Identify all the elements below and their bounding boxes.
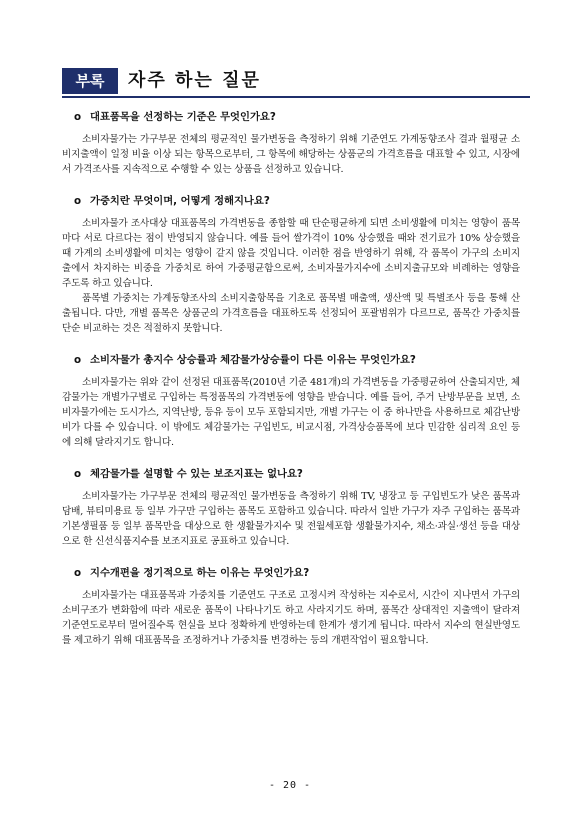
answer-paragraph: 소비자물가 조사대상 대표품목의 가격변동을 종합할 때 단순평균하게 되면 소비생활에 미치는 영향이 품목마다 서로 다르다는 점이 반영되지 않습니다. 예를 들어 쌀가격이 10% 상승했을 때와 전기료가 10% 상승했을 때 가계의 소비생활에 미치는 영향이 같지 않을 것입니다. 이러한 점을 반영하기 위해, 각 품목이 가구의 소비지출에서 차지하는 비중을 가중치로 하여 가중평균함으로써, 소비자물가지수에 소비지출규모와 비례하는 영향을 주도록 하고 있습니다. [62,218,520,289]
faq-section [62,566,520,648]
faq-section [62,467,520,549]
bullet-marker: o [74,468,82,480]
question-text: 대표품목을 선정하는 기준은 무엇인가요? [90,111,276,123]
page-number: - 20 - [268,780,312,791]
bullet-marker: o [74,354,82,366]
faq-section [62,194,520,336]
answer-paragraph: 소비자물가는 대표품목과 가중치를 기준연도 구조로 고정시켜 작성하는 지수로서, 시간이 지나면서 가구의 소비구조가 변화함에 따라 새로운 품목이 나타나기도 하고 사라지기도 하며, 품목간 상대적인 지출액이 달라져 기준연도로부터 멀어질수록 현실을 보다 정확하게 반영하는데 한계가 생기게 됩니다. 따라서 지수의 현실반영도를 제고하기 위해 대표품목을 조정하거나 가중치를 변경하는 등의 개편작업이 필요합니다. [62,590,520,646]
faq-question [74,353,520,367]
page-title: 자주 하는 질문 [128,70,261,91]
answer-paragraph: 소비자물가는 가구부문 전체의 평균적인 물가변동을 측정하기 위해 기준연도 가계동향조사 결과 월평균 소비지출액이 일정 비율 이상 되는 항목으로부터, 그 항목에 해당하는 상품군의 가격흐름을 대표할 수 있고, 시장에서 가격조사를 지속적으로 수행할 수 있는 상품을 선정하고 있습니다. [62,134,520,175]
bullet-marker: o [74,567,82,579]
appendix-badge: 부록 [62,68,118,94]
answer-paragraph: 소비자물가는 위와 같이 선정된 대표품목(2010년 기준 481개)의 가격변동을 가중평균하여 산출되지만, 체감물가는 개별가구별로 구입하는 특정품목의 가격변동에 영향을 받습니다. 예를 들어, 주거 난방부문을 보면, 소비자물가에는 도시가스, 지역난방, 등유 등이 모두 포함되지만, 개별 가구는 이 중 하나만을 사용하므로 체감난방비가 다를 수 있습니다. 이 밖에도 체감물가는 구입빈도, 비교시점, 가격상승품목에 보다 민감한 심리적 요인 등에 의해 달라지기도 합니다. [62,377,520,448]
bullet-marker: o [74,195,82,207]
appendix-header [62,68,532,94]
faq-section [62,353,520,450]
header-divider [62,96,530,98]
faq-question [74,194,520,208]
bullet-marker: o [74,111,82,123]
question-text: 지수개편을 정기적으로 하는 이유는 무엇인가요? [90,567,310,579]
answer-paragraph: 품목별 가중치는 가계동향조사의 소비지출항목을 기초로 품목별 매출액, 생산액 및 특별조사 등을 통해 산출됩니다. 다만, 개별 품목은 상품군의 가격흐름을 대표하도록 선정되어 포괄범위가 다르므로, 품목간 가중치를 단순 비교하는 것은 적절하지 못합니다. [62,293,520,334]
faq-question [74,566,520,580]
answer-paragraph: 소비자물가는 가구부문 전체의 평균적인 물가변동을 측정하기 위해 TV, 냉장고 등 구입빈도가 낮은 품목과 담배, 뷰티미용료 등 일부 가구만 구입하는 품목도 포함하고 있습니다. 따라서 일반 가구가 자주 구입하는 품목과 기본생필품 등 일부 품목만을 대상으로 한 생활물가지수 및 전월세포함 생활물가지수, 채소·과실·생선 등을 대상으로 한 신선식품지수를 보조지표로 공표하고 있습니다. [62,491,520,547]
faq-section [62,110,520,177]
faq-question [74,467,520,481]
question-text: 소비자물가 총지수 상승률과 체감물가상승률이 다른 이유는 무엇인가요? [90,354,416,366]
question-text: 체감물가를 설명할 수 있는 보조지표는 없나요? [90,468,303,480]
faq-question [74,110,520,124]
faq-content [62,110,520,665]
question-text: 가중치란 무엇이며, 어떻게 정해지나요? [90,195,270,207]
